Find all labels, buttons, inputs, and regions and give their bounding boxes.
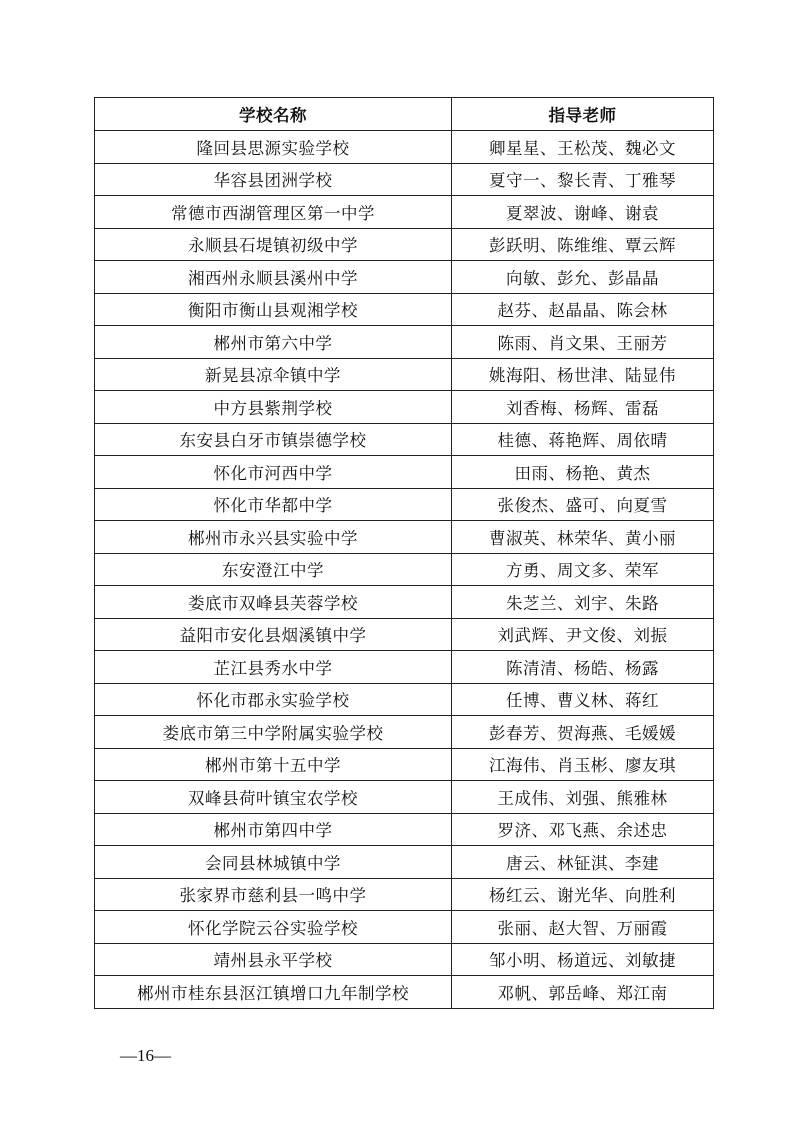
teachers-cell: 朱芝兰、刘宇、朱路 — [452, 586, 714, 619]
school-name-cell: 隆回县思源实验学校 — [95, 131, 452, 164]
table-row — [95, 391, 714, 424]
school-name-cell: 会同县林城镇中学 — [95, 846, 452, 879]
table-row — [95, 131, 714, 164]
table-row — [95, 163, 714, 196]
table-row — [95, 293, 714, 326]
school-name-cell: 郴州市第四中学 — [95, 813, 452, 846]
teachers-cell: 赵芬、赵晶晶、陈会林 — [452, 293, 714, 326]
school-name-cell: 永顺县石堤镇初级中学 — [95, 228, 452, 261]
page-number: —16— — [120, 1046, 171, 1065]
teachers-cell: 夏翠波、谢峰、谢袁 — [452, 196, 714, 229]
column-header-teachers: 指导老师 — [452, 98, 714, 131]
teachers-cell: 邹小明、杨道远、刘敏捷 — [452, 943, 714, 976]
teachers-cell: 姚海阳、杨世津、陆显伟 — [452, 358, 714, 391]
table-row — [95, 521, 714, 554]
school-name-cell: 郴州市桂东县沤江镇增口九年制学校 — [95, 976, 452, 1009]
school-name-cell: 怀化市郡永实验学校 — [95, 683, 452, 716]
school-name-cell: 张家界市慈利县一鸣中学 — [95, 878, 452, 911]
table-row — [95, 911, 714, 944]
teachers-cell: 刘香梅、杨辉、雷磊 — [452, 391, 714, 424]
teachers-cell: 桂德、蒋艳辉、周依晴 — [452, 423, 714, 456]
school-name-cell: 郴州市第十五中学 — [95, 748, 452, 781]
teachers-cell: 张俊杰、盛可、向夏雪 — [452, 488, 714, 521]
teachers-cell: 唐云、林钲淇、李建 — [452, 846, 714, 879]
school-name-cell: 怀化学院云谷实验学校 — [95, 911, 452, 944]
table-header-row — [95, 98, 714, 131]
school-name-cell: 湘西州永顺县溪州中学 — [95, 261, 452, 294]
table-row — [95, 358, 714, 391]
table-row — [95, 716, 714, 749]
table-row — [95, 228, 714, 261]
school-name-cell: 郴州市第六中学 — [95, 326, 452, 359]
table-row — [95, 943, 714, 976]
teachers-cell: 邓帆、郭岳峰、郑江南 — [452, 976, 714, 1009]
table-row — [95, 196, 714, 229]
school-name-cell: 益阳市安化县烟溪镇中学 — [95, 618, 452, 651]
school-name-cell: 新晃县凉伞镇中学 — [95, 358, 452, 391]
school-name-cell: 双峰县荷叶镇宝农学校 — [95, 781, 452, 814]
teachers-cell: 田雨、杨艳、黄杰 — [452, 456, 714, 489]
school-name-cell: 娄底市第三中学附属实验学校 — [95, 716, 452, 749]
teachers-cell: 任博、曹义林、蒋红 — [452, 683, 714, 716]
teachers-cell: 罗济、邓飞燕、余述忠 — [452, 813, 714, 846]
teachers-cell: 卿星星、王松茂、魏必文 — [452, 131, 714, 164]
teachers-cell: 曹淑英、林荣华、黄小丽 — [452, 521, 714, 554]
teachers-cell: 陈清清、杨皓、杨露 — [452, 651, 714, 684]
school-name-cell: 郴州市永兴县实验中学 — [95, 521, 452, 554]
table-row — [95, 683, 714, 716]
teachers-cell: 王成伟、刘强、熊雅林 — [452, 781, 714, 814]
table-row — [95, 651, 714, 684]
teachers-cell: 杨红云、谢光华、向胜利 — [452, 878, 714, 911]
school-name-cell: 怀化市华都中学 — [95, 488, 452, 521]
school-name-cell: 中方县紫荆学校 — [95, 391, 452, 424]
teachers-cell: 陈雨、肖文果、王丽芳 — [452, 326, 714, 359]
table-row — [95, 748, 714, 781]
school-name-cell: 衡阳市衡山县观湘学校 — [95, 293, 452, 326]
table-row — [95, 781, 714, 814]
school-name-cell: 怀化市河西中学 — [95, 456, 452, 489]
table-row — [95, 976, 714, 1009]
table-row — [95, 553, 714, 586]
table-row — [95, 846, 714, 879]
column-header-school: 学校名称 — [95, 98, 452, 131]
table-row — [95, 261, 714, 294]
school-name-cell: 东安县白牙市镇崇德学校 — [95, 423, 452, 456]
school-name-cell: 娄底市双峰县芙蓉学校 — [95, 586, 452, 619]
table-body — [95, 131, 714, 1009]
table-row — [95, 813, 714, 846]
teachers-cell: 夏守一、黎长青、丁雅琴 — [452, 163, 714, 196]
teachers-cell: 向敏、彭允、彭晶晶 — [452, 261, 714, 294]
teachers-cell: 张丽、赵大智、万丽霞 — [452, 911, 714, 944]
table-row — [95, 456, 714, 489]
table-row — [95, 326, 714, 359]
table-row — [95, 423, 714, 456]
school-name-cell: 靖州县永平学校 — [95, 943, 452, 976]
teachers-cell: 江海伟、肖玉彬、廖友琪 — [452, 748, 714, 781]
school-name-cell: 芷江县秀水中学 — [95, 651, 452, 684]
teachers-cell: 方勇、周文多、荣军 — [452, 553, 714, 586]
teachers-cell: 彭春芳、贺海燕、毛媛媛 — [452, 716, 714, 749]
table-row — [95, 618, 714, 651]
school-teacher-table — [94, 97, 714, 1009]
school-name-cell: 东安澄江中学 — [95, 553, 452, 586]
table-row — [95, 878, 714, 911]
school-name-cell: 常德市西湖管理区第一中学 — [95, 196, 452, 229]
school-name-cell: 华容县团洲学校 — [95, 163, 452, 196]
table-row — [95, 586, 714, 619]
teachers-cell: 彭跃明、陈维维、覃云辉 — [452, 228, 714, 261]
teachers-cell: 刘武辉、尹文俊、刘振 — [452, 618, 714, 651]
table-row — [95, 488, 714, 521]
